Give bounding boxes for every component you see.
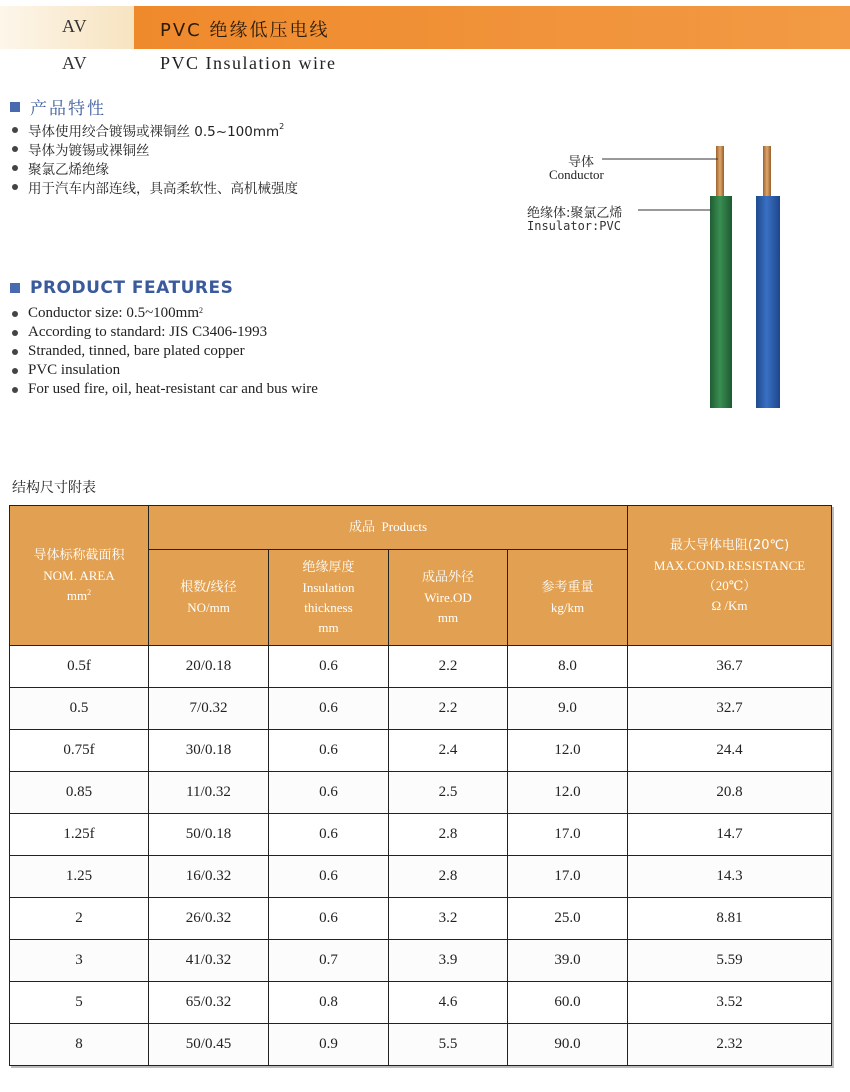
features-cn-list bbox=[12, 120, 298, 196]
table-cell: 36.7 bbox=[628, 646, 832, 688]
table-cell: 0.6 bbox=[269, 688, 389, 730]
table-cell: 0.8 bbox=[269, 982, 389, 1024]
table-cell: 2.8 bbox=[389, 814, 508, 856]
table-cell: 32.7 bbox=[628, 688, 832, 730]
product-title-en: PVC Insulation wire bbox=[160, 53, 337, 73]
table-cell: 0.5f bbox=[10, 646, 149, 688]
table-cell: 8.0 bbox=[508, 646, 628, 688]
header-weight: 参考重量 kg/km bbox=[508, 550, 628, 646]
table-cell: 2.5 bbox=[389, 772, 508, 814]
table-cell: 8.81 bbox=[628, 898, 832, 940]
table-caption: 结构尺寸附表 bbox=[12, 480, 96, 496]
table-cell: 2.2 bbox=[389, 688, 508, 730]
table-cell: 50/0.18 bbox=[149, 814, 269, 856]
table-cell: 0.6 bbox=[269, 814, 389, 856]
header-insulation-thickness: 绝缘厚度 Insulation thickness mm bbox=[269, 550, 389, 646]
table-row bbox=[10, 982, 832, 1024]
table-cell: 0.6 bbox=[269, 730, 389, 772]
table-cell: 14.7 bbox=[628, 814, 832, 856]
table-row bbox=[10, 688, 832, 730]
table-cell: 30/0.18 bbox=[149, 730, 269, 772]
table-row bbox=[10, 898, 832, 940]
table-cell: 2.32 bbox=[628, 1024, 832, 1066]
table-cell: 4.6 bbox=[389, 982, 508, 1024]
spec-table bbox=[9, 505, 832, 1066]
table-cell: 24.4 bbox=[628, 730, 832, 772]
bullet-dot-icon bbox=[12, 311, 18, 317]
table-cell: 0.6 bbox=[269, 772, 389, 814]
table-cell: 90.0 bbox=[508, 1024, 628, 1066]
table-cell: 25.0 bbox=[508, 898, 628, 940]
insulator-label-en: Insulator:PVC bbox=[527, 219, 621, 233]
features-en-list bbox=[12, 304, 318, 399]
list-item: For used fire, oil, heat-resistant car and bus wire bbox=[12, 380, 318, 399]
header-no-mm: 根数/线径 NO/mm bbox=[149, 550, 269, 646]
table-row bbox=[10, 646, 832, 688]
table-cell: 3.2 bbox=[389, 898, 508, 940]
product-sub-code: AV bbox=[62, 53, 88, 73]
list-item: Conductor size: 0.5~100mm $^2$ bbox=[12, 304, 318, 323]
table-cell: 12.0 bbox=[508, 772, 628, 814]
list-item: Stranded, tinned, bare plated copper bbox=[12, 342, 318, 361]
table-row bbox=[10, 856, 832, 898]
table-cell: 2.2 bbox=[389, 646, 508, 688]
bullet-dot-icon bbox=[12, 165, 18, 171]
table-row bbox=[10, 1024, 832, 1066]
table-cell: 39.0 bbox=[508, 940, 628, 982]
table-cell: 50/0.45 bbox=[149, 1024, 269, 1066]
table-cell: 1.25 bbox=[10, 856, 149, 898]
table-cell: 3.52 bbox=[628, 982, 832, 1024]
features-en-heading bbox=[10, 278, 233, 298]
table-cell: 0.5 bbox=[10, 688, 149, 730]
table-cell: 41/0.32 bbox=[149, 940, 269, 982]
table-cell: 0.6 bbox=[269, 856, 389, 898]
blue-wire-insulation bbox=[756, 196, 780, 408]
table-cell: 16/0.32 bbox=[149, 856, 269, 898]
header-max-resistance: 最大导体电阻(20℃) MAX.COND.RESISTANCE （20℃） Ω /Km bbox=[628, 506, 832, 646]
wire-illustration bbox=[520, 140, 820, 440]
table-cell: 0.7 bbox=[269, 940, 389, 982]
header-products: 成品 Products bbox=[149, 506, 628, 550]
table-cell: 3 bbox=[10, 940, 149, 982]
bullet-dot-icon bbox=[12, 349, 18, 355]
table-cell: 1.25f bbox=[10, 814, 149, 856]
table-cell: 8 bbox=[10, 1024, 149, 1066]
features-cn-heading bbox=[10, 94, 106, 119]
table-cell: 2.4 bbox=[389, 730, 508, 772]
green-wire-insulation bbox=[710, 196, 732, 408]
table-cell: 0.9 bbox=[269, 1024, 389, 1066]
conductor-label-cn: 导体 bbox=[568, 155, 595, 170]
list-item: 导体为镀锡或裸铜丝 bbox=[12, 139, 298, 158]
product-code: AV bbox=[62, 16, 88, 36]
table-cell: 60.0 bbox=[508, 982, 628, 1024]
list-item: 用于汽车内部连线，具高柔软性、高机械强度 bbox=[12, 177, 298, 196]
table-cell: 0.75f bbox=[10, 730, 149, 772]
table-cell: 2.8 bbox=[389, 856, 508, 898]
table-row bbox=[10, 814, 832, 856]
insulator-label-cn: 绝缘体:聚氯乙烯 bbox=[527, 206, 623, 221]
green-wire-conductor bbox=[716, 146, 724, 200]
table-cell: 0.6 bbox=[269, 646, 389, 688]
table-row bbox=[10, 730, 832, 772]
list-item: PVC insulation bbox=[12, 361, 318, 380]
table-cell: 5.59 bbox=[628, 940, 832, 982]
bullet-dot-icon bbox=[12, 127, 18, 133]
product-title-cn: PVC 绝缘低压电线 bbox=[160, 20, 330, 41]
table-cell: 0.85 bbox=[10, 772, 149, 814]
table-cell: 20.8 bbox=[628, 772, 832, 814]
features-en-title: PRODUCT FEATURES bbox=[30, 278, 234, 298]
table-row bbox=[10, 940, 832, 982]
bullet-dot-icon bbox=[12, 368, 18, 374]
table-cell: 17.0 bbox=[508, 856, 628, 898]
table-row bbox=[10, 772, 832, 814]
bullet-dot-icon bbox=[12, 387, 18, 393]
bullet-dot-icon bbox=[12, 184, 18, 190]
table-cell: 2 bbox=[10, 898, 149, 940]
blue-wire-conductor bbox=[763, 146, 771, 200]
square-bullet-icon bbox=[10, 283, 20, 293]
table-cell: 5 bbox=[10, 982, 149, 1024]
list-item: 导体使用绞合镀锡或裸铜丝 0.5~100mm $^2$ bbox=[12, 120, 298, 139]
header-wire-od: 成品外径 Wire.OD mm bbox=[389, 550, 508, 646]
bullet-dot-icon bbox=[12, 330, 18, 336]
table-cell: 65/0.32 bbox=[149, 982, 269, 1024]
list-item: 聚氯乙烯绝缘 bbox=[12, 158, 298, 177]
table-cell: 26/0.32 bbox=[149, 898, 269, 940]
features-cn-title: 产品特性 bbox=[30, 99, 106, 119]
conductor-label-en: Conductor bbox=[549, 167, 604, 182]
bullet-dot-icon bbox=[12, 146, 18, 152]
table-cell: 20/0.18 bbox=[149, 646, 269, 688]
table-cell: 5.5 bbox=[389, 1024, 508, 1066]
table-cell: 0.6 bbox=[269, 898, 389, 940]
table-cell: 9.0 bbox=[508, 688, 628, 730]
table-cell: 7/0.32 bbox=[149, 688, 269, 730]
table-cell: 11/0.32 bbox=[149, 772, 269, 814]
table-cell: 14.3 bbox=[628, 856, 832, 898]
table-cell: 12.0 bbox=[508, 730, 628, 772]
table-cell: 3.9 bbox=[389, 940, 508, 982]
list-item: According to standard: JIS C3406-1993 bbox=[12, 323, 318, 342]
header-nom-area: 导体标称截面积 NOM. AREA $mm^2$ bbox=[10, 506, 149, 646]
table-cell: 17.0 bbox=[508, 814, 628, 856]
square-bullet-icon bbox=[10, 102, 20, 112]
